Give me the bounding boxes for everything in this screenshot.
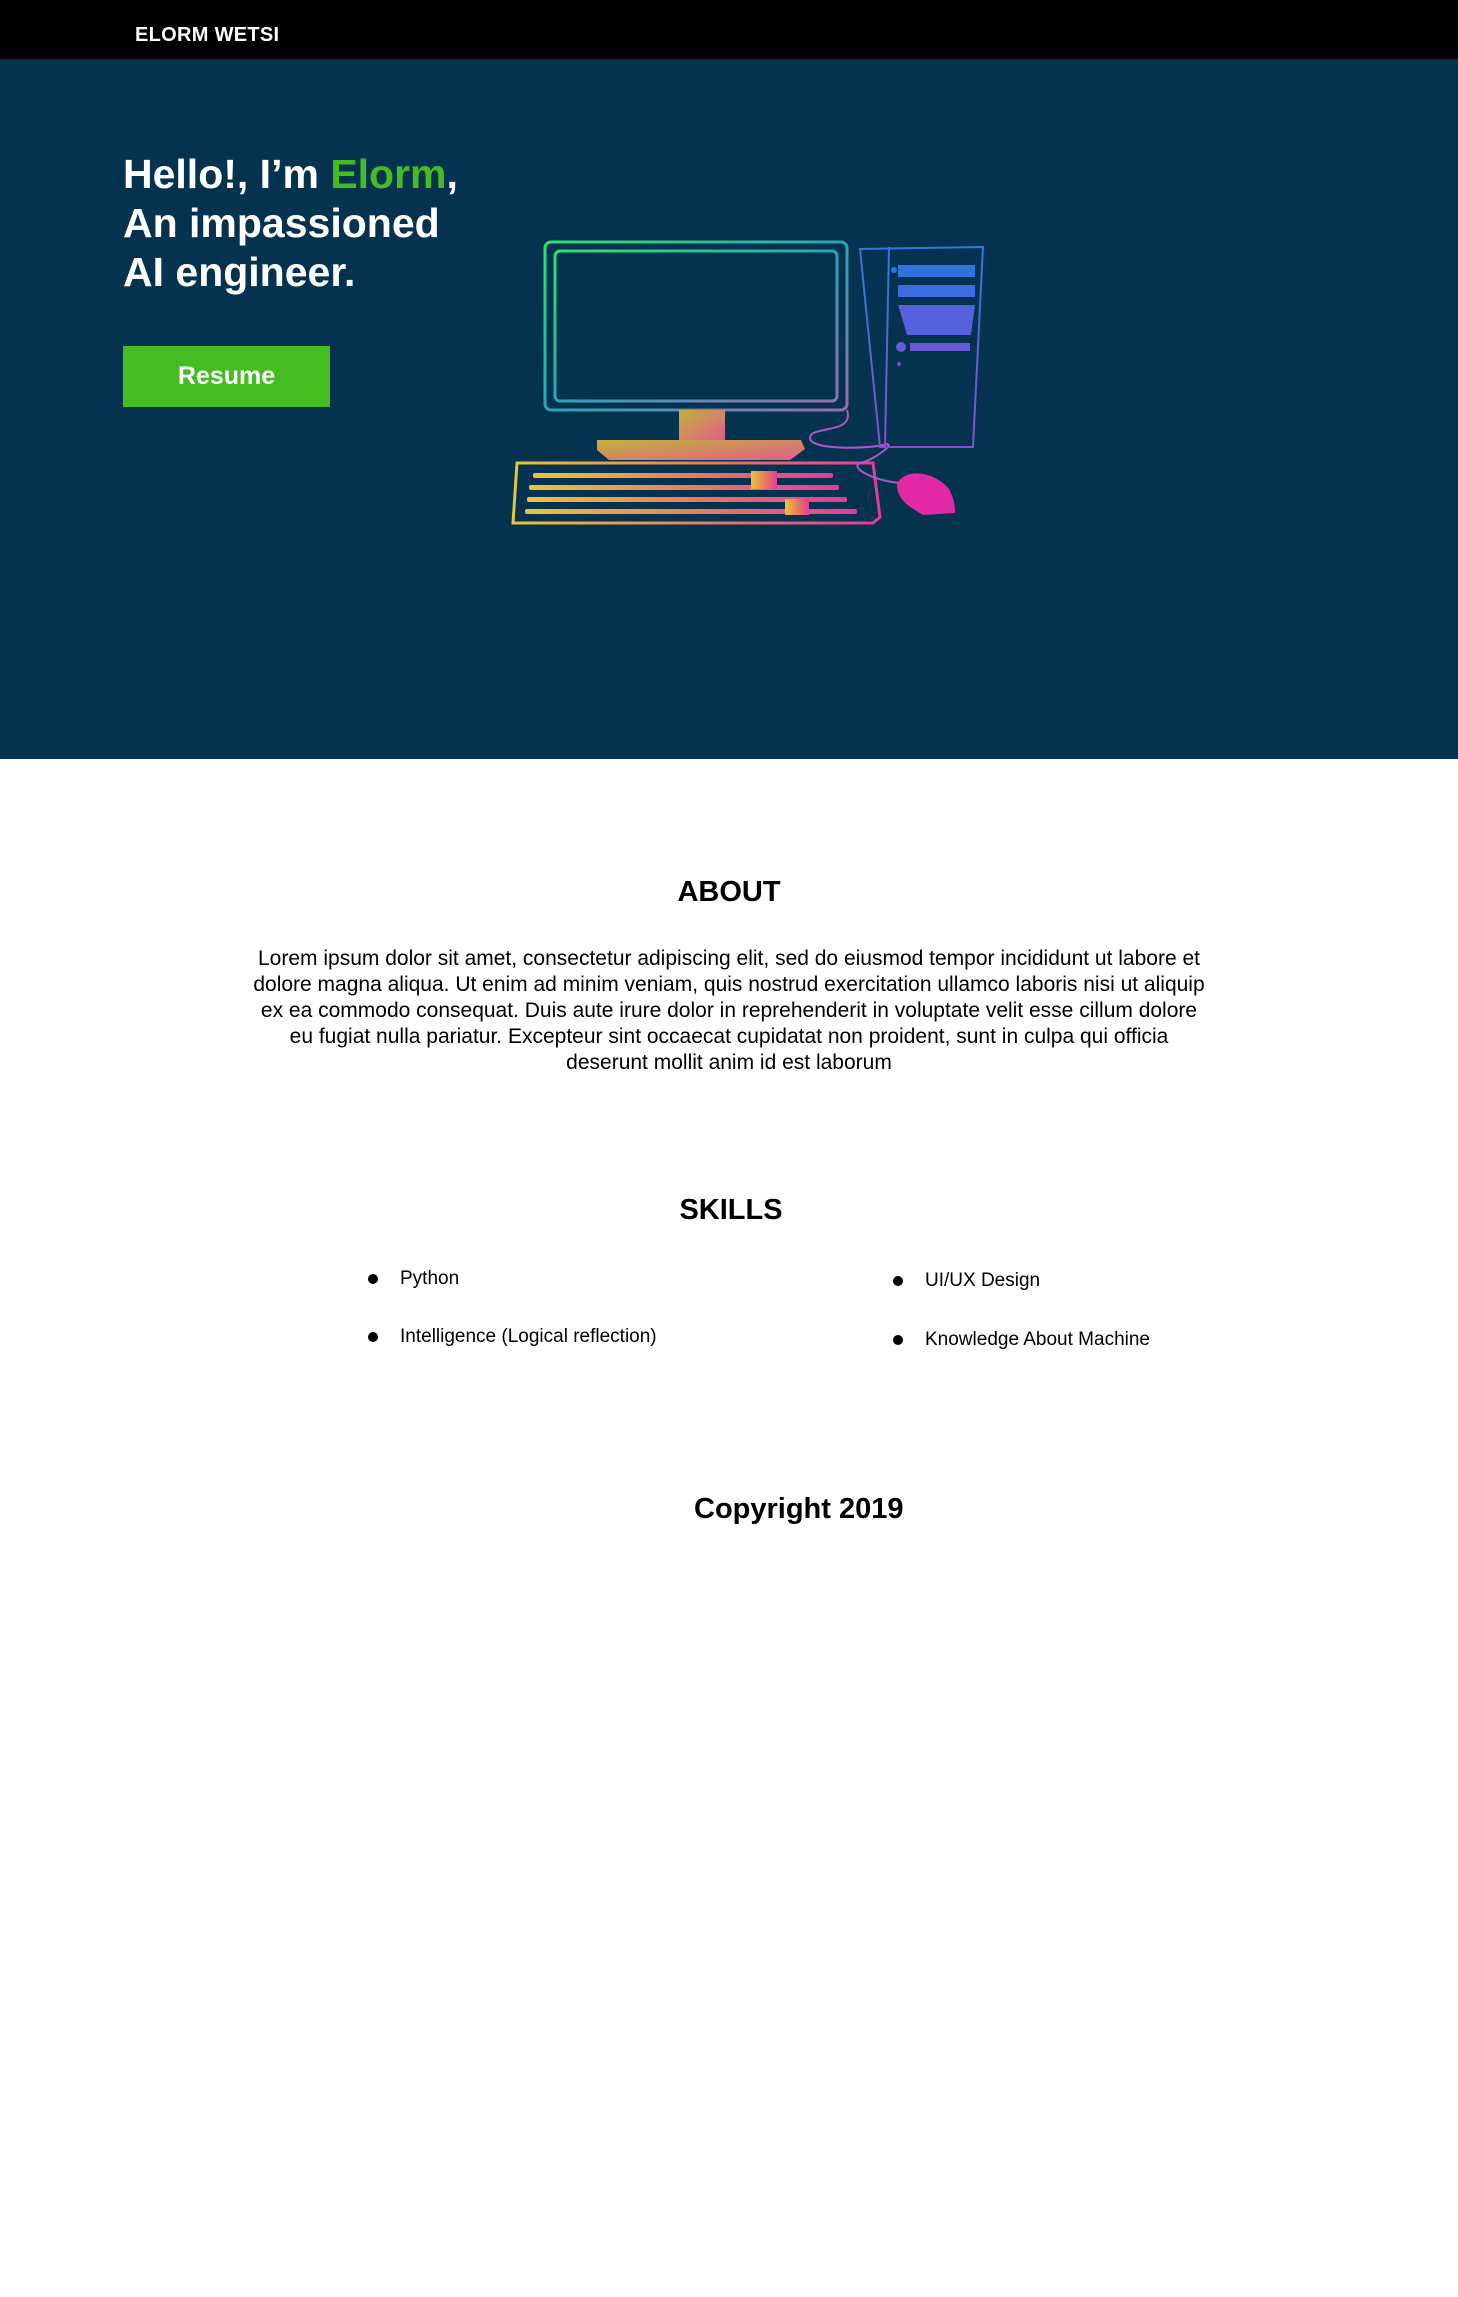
hero-name: Elorm — [330, 151, 447, 197]
skills-title: SKILLS — [679, 1194, 783, 1226]
skill-item — [368, 1326, 657, 1348]
skill-item — [893, 1329, 1150, 1351]
skill-label: Intelligence (Logical reflection) — [400, 1326, 657, 1347]
top-navbar — [0, 0, 1458, 59]
hero-line-3: AI engineer. — [123, 249, 356, 295]
skill-item — [368, 1268, 459, 1290]
resume-button[interactable]: Resume — [123, 346, 330, 407]
skill-item — [893, 1270, 1040, 1292]
bullet-icon — [368, 1274, 378, 1284]
about-title: ABOUT — [677, 876, 781, 908]
skill-label: UI/UX Design — [925, 1270, 1041, 1291]
about-text: Lorem ipsum dolor sit amet, consectetur adipiscing elit, sed do eiusmod tempor incididunt ut labore et dolore magna aliqua. Ut enim ad minim veniam, quis nostrud exercitation ullamco laboris nisi ut aliquip ex ea commodo consequat. Duis aute irure dolor in reprehenderit in voluptate velit esse cillum dolore eu fugiat nulla pariatur. Excepteur sint occaecat cupidatat non proident, sunt in culpa qui officia deserunt mollit anim id est laborum — [253, 947, 1205, 1074]
footer-copyright: Copyright 2019 — [694, 1493, 904, 1525]
greeting-prefix: Hello!, I’m — [123, 151, 331, 197]
hero-line-2: An impassioned — [123, 200, 440, 246]
skill-label: Knowledge About Machine — [925, 1329, 1150, 1350]
bullet-icon — [368, 1332, 378, 1342]
brand-logo-text[interactable]: ELORM WETSI — [135, 24, 280, 46]
hero-headline — [123, 150, 458, 297]
skill-label: Python — [400, 1268, 460, 1289]
bullet-icon — [893, 1276, 903, 1286]
bullet-icon — [893, 1335, 903, 1345]
computer-illustration — [505, 235, 985, 530]
greeting-suffix: , — [446, 151, 458, 197]
